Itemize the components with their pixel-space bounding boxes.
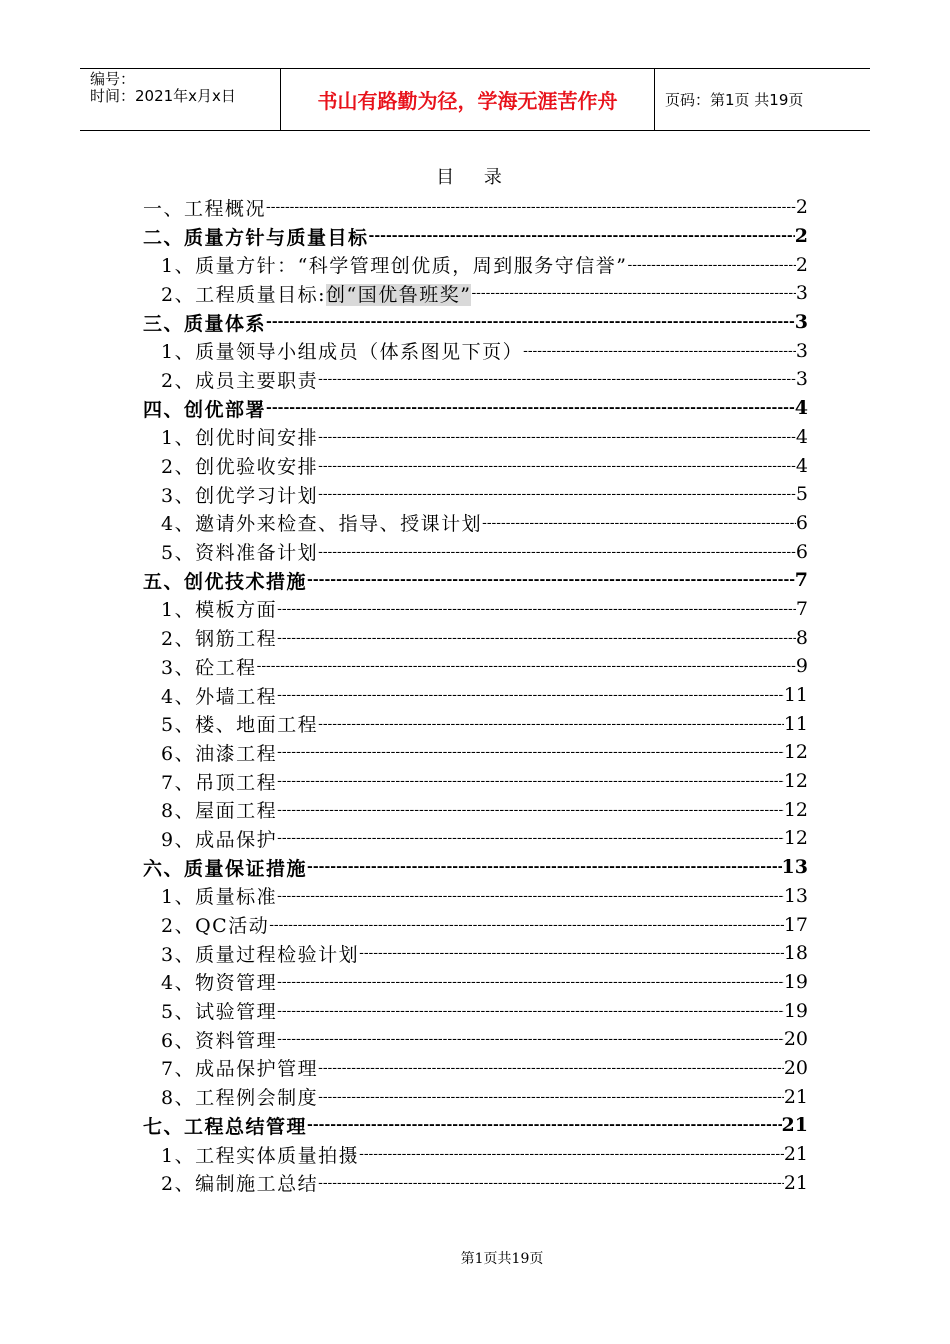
toc-entry-label: 4、邀请外来检查、指导、授课计划 bbox=[161, 513, 483, 536]
toc-entry-page: 7 bbox=[794, 569, 808, 592]
toc-entry[interactable] bbox=[143, 193, 808, 222]
toc-entry[interactable] bbox=[143, 394, 808, 423]
toc-entry-page: 21 bbox=[783, 1085, 808, 1108]
toc-entry[interactable] bbox=[143, 537, 808, 566]
toc-entry-page: 6 bbox=[795, 540, 808, 563]
toc-entry-label: 2、成员主要职责 bbox=[161, 369, 319, 392]
toc-leader-dashes bbox=[277, 799, 784, 821]
toc-leader-dashes bbox=[628, 254, 796, 276]
toc-leader-dashes bbox=[318, 368, 796, 390]
toc-entry-page: 17 bbox=[783, 913, 808, 936]
toc-leader-dashes bbox=[359, 942, 784, 964]
toc-entry-page: 2 bbox=[795, 196, 808, 219]
toc-entry[interactable] bbox=[143, 795, 808, 824]
toc-entry[interactable] bbox=[143, 250, 808, 279]
toc-entry-page: 3 bbox=[795, 368, 808, 391]
code-label: 编号： bbox=[90, 70, 136, 88]
toc-entry[interactable] bbox=[143, 509, 808, 538]
toc-entry-page: 11 bbox=[783, 712, 808, 735]
header-page-info: 页码：第1页 共19页 bbox=[665, 91, 804, 109]
toc-leader-dashes bbox=[359, 1143, 784, 1165]
toc-entry-label: 2、创优验收安排 bbox=[161, 456, 319, 479]
toc-entry-label: 一、工程概况 bbox=[143, 197, 267, 220]
toc-entry-page: 20 bbox=[783, 1028, 808, 1051]
highlighted-text: 创“国优鲁班奖” bbox=[326, 283, 472, 306]
toc-entry[interactable] bbox=[143, 1082, 808, 1111]
toc-entry[interactable] bbox=[143, 1140, 808, 1169]
toc-entry[interactable] bbox=[143, 336, 808, 365]
toc-entry[interactable] bbox=[143, 595, 808, 624]
toc-entry[interactable] bbox=[143, 308, 808, 337]
toc-leader-dashes bbox=[318, 483, 796, 505]
toc-entry-label: 5、楼、地面工程 bbox=[161, 714, 319, 737]
toc-entry-label: 1、质量标准 bbox=[161, 886, 278, 909]
toc-entry-label: 7、吊顶工程 bbox=[161, 771, 278, 794]
page-footer: 第1页共19页 bbox=[460, 1251, 544, 1267]
toc-leader-dashes bbox=[266, 196, 796, 218]
page-header bbox=[80, 68, 870, 131]
toc-entry[interactable] bbox=[143, 824, 808, 853]
toc-leader-dashes bbox=[277, 827, 784, 849]
toc-entry[interactable] bbox=[143, 882, 808, 911]
toc-entry-page: 19 bbox=[783, 970, 808, 993]
toc-entry-page: 20 bbox=[783, 1056, 808, 1079]
toc-leader-dashes bbox=[307, 856, 782, 878]
toc-leader-dashes bbox=[318, 541, 796, 563]
toc-entry-label: 三、质量体系 bbox=[143, 312, 267, 335]
toc-leader-dashes bbox=[523, 340, 796, 362]
toc-leader-dashes bbox=[471, 282, 795, 304]
toc-title: 目 录 bbox=[436, 167, 514, 188]
table-of-contents bbox=[143, 193, 808, 1197]
toc-entry-label: 六、质量保证措施 bbox=[143, 857, 308, 880]
toc-entry[interactable] bbox=[143, 566, 808, 595]
toc-entry[interactable] bbox=[143, 738, 808, 767]
toc-leader-dashes bbox=[257, 655, 796, 677]
toc-leader-dashes bbox=[269, 914, 784, 936]
toc-entry-page: 8 bbox=[795, 626, 808, 649]
toc-leader-dashes bbox=[266, 397, 795, 419]
toc-entry[interactable] bbox=[143, 709, 808, 738]
toc-entry-label: 2、QC活动 bbox=[161, 915, 270, 938]
toc-leader-dashes bbox=[277, 885, 784, 907]
toc-leader-dashes bbox=[482, 512, 796, 534]
toc-entry-label: 9、成品保护 bbox=[161, 828, 278, 851]
toc-leader-dashes bbox=[277, 627, 796, 649]
toc-entry-page: 12 bbox=[783, 770, 808, 793]
toc-entry-label: 七、工程总结管理 bbox=[143, 1115, 308, 1138]
toc-entry-page: 3 bbox=[795, 339, 808, 362]
toc-entry-page: 3 bbox=[795, 282, 808, 305]
toc-leader-dashes bbox=[277, 971, 784, 993]
toc-entry-page: 19 bbox=[783, 999, 808, 1022]
date-label: 时间：2021年x月x日 bbox=[90, 87, 236, 105]
toc-entry-page: 6 bbox=[795, 511, 808, 534]
toc-entry-label: 6、资料管理 bbox=[161, 1029, 278, 1052]
toc-entry[interactable] bbox=[143, 681, 808, 710]
toc-entry-page: 18 bbox=[783, 942, 808, 965]
toc-entry-label bbox=[161, 280, 471, 307]
toc-entry-page: 11 bbox=[783, 684, 808, 707]
toc-entry-label: 3、质量过程检验计划 bbox=[161, 943, 360, 966]
toc-entry-page: 2 bbox=[794, 225, 808, 248]
toc-entry-label: 4、物资管理 bbox=[161, 972, 278, 995]
toc-entry-page: 3 bbox=[794, 311, 808, 334]
toc-entry[interactable] bbox=[143, 1168, 808, 1197]
toc-entry[interactable] bbox=[143, 623, 808, 652]
toc-entry-label: 4、外墙工程 bbox=[161, 685, 278, 708]
toc-entry[interactable] bbox=[143, 939, 808, 968]
toc-entry-label: 1、质量方针：“科学管理创优质，周到服务守信誉” bbox=[161, 255, 628, 278]
toc-entry-label-text: 2、工程质量目标: bbox=[161, 283, 326, 306]
toc-entry-label: 8、屋面工程 bbox=[161, 800, 278, 823]
toc-entry-label: 3、创优学习计划 bbox=[161, 484, 319, 507]
toc-leader-dashes bbox=[318, 713, 784, 735]
toc-entry[interactable] bbox=[143, 853, 808, 882]
toc-entry-page: 9 bbox=[795, 655, 808, 678]
toc-entry-page: 21 bbox=[783, 1143, 808, 1166]
toc-leader-dashes bbox=[318, 1172, 784, 1194]
toc-entry-label: 五、创优技术措施 bbox=[143, 570, 308, 593]
toc-entry-label: 二、质量方针与质量目标 bbox=[143, 226, 369, 249]
toc-entry-label: 7、成品保护管理 bbox=[161, 1058, 319, 1081]
toc-entry[interactable] bbox=[143, 968, 808, 997]
header-motto: 书山有路勤为径，学海无涯苦作舟 bbox=[281, 69, 655, 130]
toc-leader-dashes bbox=[369, 225, 795, 247]
toc-entry[interactable] bbox=[143, 222, 808, 251]
toc-entry[interactable] bbox=[143, 1111, 808, 1140]
toc-entry-label: 1、模板方面 bbox=[161, 599, 278, 622]
toc-entry-label: 1、质量领导小组成员（体系图见下页） bbox=[161, 341, 524, 364]
toc-leader-dashes bbox=[277, 1000, 784, 1022]
toc-leader-dashes bbox=[266, 311, 795, 333]
toc-leader-dashes bbox=[277, 598, 796, 620]
toc-entry-page: 12 bbox=[783, 798, 808, 821]
toc-entry-label: 2、钢筋工程 bbox=[161, 628, 278, 651]
toc-entry[interactable] bbox=[143, 767, 808, 796]
toc-entry-page: 2 bbox=[795, 253, 808, 276]
toc-leader-dashes bbox=[307, 569, 795, 591]
toc-entry-page: 21 bbox=[783, 1171, 808, 1194]
toc-leader-dashes bbox=[318, 1086, 784, 1108]
toc-leader-dashes bbox=[277, 684, 784, 706]
toc-leader-dashes bbox=[318, 1057, 784, 1079]
toc-entry-label: 5、资料准备计划 bbox=[161, 542, 319, 565]
toc-entry-label: 8、工程例会制度 bbox=[161, 1087, 319, 1110]
toc-leader-dashes bbox=[307, 1114, 782, 1136]
toc-entry-label: 四、创优部署 bbox=[143, 398, 267, 421]
toc-entry-label: 1、工程实体质量拍摄 bbox=[161, 1144, 360, 1167]
toc-entry[interactable] bbox=[143, 1054, 808, 1083]
toc-entry-label: 3、砼工程 bbox=[161, 656, 257, 679]
toc-entry[interactable] bbox=[143, 996, 808, 1025]
toc-entry[interactable] bbox=[143, 423, 808, 452]
toc-entry-page: 5 bbox=[795, 483, 808, 506]
toc-entry-page: 4 bbox=[794, 397, 808, 420]
toc-entry[interactable] bbox=[143, 480, 808, 509]
header-meta bbox=[80, 69, 281, 130]
toc-leader-dashes bbox=[318, 455, 796, 477]
toc-entry-page: 12 bbox=[783, 827, 808, 850]
toc-entry-label: 2、编制施工总结 bbox=[161, 1173, 319, 1196]
toc-leader-dashes bbox=[277, 1028, 784, 1050]
toc-leader-dashes bbox=[277, 770, 784, 792]
toc-entry[interactable] bbox=[143, 451, 808, 480]
toc-leader-dashes bbox=[318, 426, 796, 448]
toc-entry-label: 5、试验管理 bbox=[161, 1001, 278, 1024]
toc-entry[interactable] bbox=[143, 910, 808, 939]
toc-entry-page: 7 bbox=[795, 597, 808, 620]
toc-entry[interactable] bbox=[143, 652, 808, 681]
toc-entry-page: 21 bbox=[781, 1114, 808, 1137]
toc-entry-page: 13 bbox=[783, 884, 808, 907]
toc-entry[interactable] bbox=[143, 365, 808, 394]
toc-entry-page: 13 bbox=[781, 856, 808, 879]
toc-entry-label: 1、创优时间安排 bbox=[161, 427, 319, 450]
toc-entry-page: 12 bbox=[783, 741, 808, 764]
toc-entry[interactable] bbox=[143, 1025, 808, 1054]
toc-entry[interactable] bbox=[143, 279, 808, 308]
toc-entry-label: 6、油漆工程 bbox=[161, 742, 278, 765]
toc-entry-page: 4 bbox=[795, 454, 808, 477]
toc-entry-page: 4 bbox=[795, 425, 808, 448]
toc-leader-dashes bbox=[277, 741, 784, 763]
